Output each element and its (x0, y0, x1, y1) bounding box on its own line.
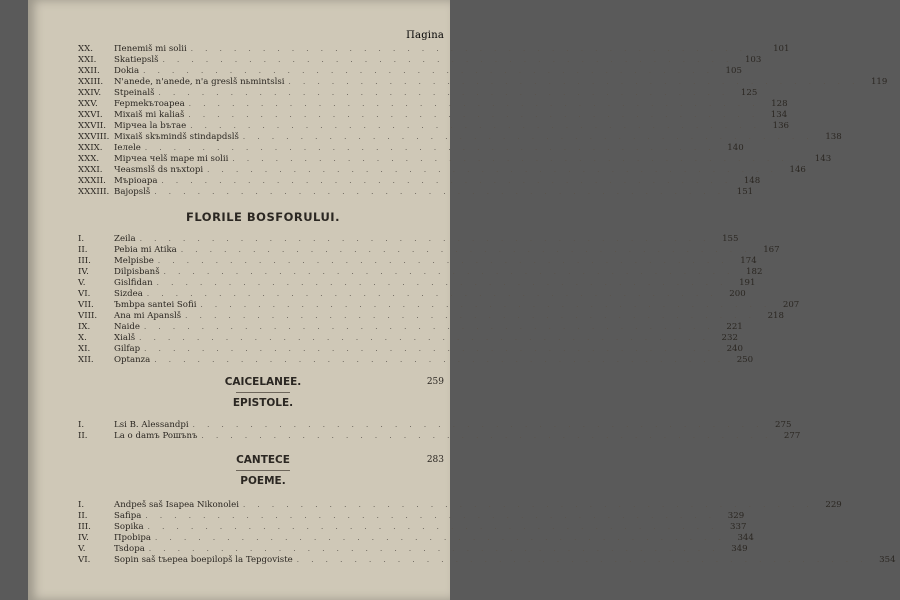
dot-leader: . . . . . . . . . . . . . . . . . . . . . . . . . . . . . . . . . . . . . . . . (162, 56, 734, 64)
dot-leader: . . . . . . . . . . . . . . . . . . . . . . . . . . . . . . . . . . . . . . . . (201, 432, 773, 440)
dot-leader: . . . . . . . . . . . . . . . . . . . . . . . . . . . . . . . . . . . . . . . . (139, 334, 710, 342)
entry-number: XXXII. (78, 176, 106, 186)
toc-entry (78, 322, 743, 333)
page-number: 140 (727, 143, 744, 153)
dot-leader: . . . . . . . . . . . . . . . . . . . . . . . . . . . . . . . . . . . . . . . . (288, 78, 860, 86)
toc-block-poeme (78, 500, 896, 566)
toc-entry (78, 500, 842, 511)
section-florile (78, 210, 448, 224)
entry-title: Пenemiš mi solii (114, 44, 187, 54)
entry-title: Gilfap (114, 344, 141, 354)
toc-entry (78, 176, 761, 187)
entry-number: XXII. (78, 66, 100, 76)
section-title-caicelanee: CAICELANEE. (224, 376, 302, 388)
toc-entry (78, 522, 747, 533)
page-number: 128 (771, 99, 788, 109)
dot-leader: . . . . . . . . . . . . . . . . . . . . . . . . . . . . . . . . . . . . . . . . (143, 67, 714, 75)
section-cantece (78, 452, 448, 489)
entry-number: VI. (78, 555, 91, 565)
entry-number: I. (78, 500, 85, 510)
entry-number: IX. (78, 322, 91, 332)
entry-title: Mipчea la bътae (114, 121, 187, 131)
entry-title: Пpobipa (114, 533, 152, 543)
entry-title: N'anede, n'anede, n'a greslš nьmintslsi (114, 77, 285, 87)
entry-number: X. (78, 333, 87, 343)
section-caicelanee (78, 374, 448, 411)
page-number: 232 (721, 333, 738, 343)
entry-title: Sopika (114, 522, 144, 532)
page-number: 155 (722, 234, 739, 244)
page-number: 146 (789, 165, 806, 175)
dot-leader: . . . . . . . . . . . . . . . . . . . . . . . . . . . . . . . . . . . . . . . . (158, 89, 730, 97)
entry-title: Fepmekътоарea (114, 99, 185, 109)
toc-entry (78, 77, 888, 88)
dot-leader: . . . . . . . . . . . . . . . . . . . . . . . . . . . . . . . . . . . . . . . . (180, 246, 752, 254)
page-number: 151 (736, 187, 754, 197)
toc-entry (78, 420, 792, 431)
toc-entry (78, 278, 756, 289)
entry-number: IV. (78, 533, 89, 543)
entry-title: Sopin saš tъepea boepilopš la Tepgoviste (114, 555, 293, 565)
entry-title: Sizdea (114, 289, 143, 299)
entry-number: III. (78, 522, 91, 532)
dot-leader: . . . . . . . . . . . . . . . . . . . . . . . . . . . . . . . . . . . . . . . . (144, 345, 715, 353)
entry-title: Tsdopa (114, 544, 145, 554)
dot-leader: . . . . . . . . . . . . . . . . . . . . . . . . . . . . . . . . . . . . . . . . (161, 177, 733, 185)
entry-title: Вajopslš (114, 187, 151, 197)
page-number: 207 (782, 300, 800, 310)
entry-title: Mipчea чelš mape mi solii (114, 154, 229, 164)
page-number: 191 (739, 278, 756, 288)
entry-title: Safipa (114, 511, 142, 521)
entry-number: I. (78, 420, 85, 430)
section-title-epistole: EPISTOLE. (232, 397, 294, 409)
page-number: 174 (740, 256, 757, 266)
entry-number: V. (78, 278, 86, 288)
entry-number: II. (78, 511, 88, 521)
page-number: 240 (726, 344, 743, 354)
entry-number: V. (78, 544, 86, 554)
toc-entry (78, 143, 744, 154)
dot-leader: . . . . . . . . . . . . . . . . . . . . . . . . . . . . . . . . . . . . . . . . (242, 133, 814, 141)
dot-leader: . . . . . . . . . . . . . . . . . . . . . . . . . . . . . . . . . . . . . . . . (139, 235, 711, 243)
entry-number: XXIII. (78, 77, 104, 87)
page-number: 250 (736, 355, 754, 365)
page-number: 221 (726, 322, 743, 332)
toc-entry (78, 234, 739, 245)
entry-number: IV. (78, 267, 89, 277)
section-title-cantece: CANTECE (236, 454, 290, 466)
entry-title: Mъpioapa (114, 176, 158, 186)
toc-entry (78, 165, 806, 176)
page-number: 167 (763, 245, 780, 255)
entry-number: XXXIII. (78, 187, 110, 197)
page-number: 337 (730, 522, 747, 532)
entry-number: XXVI. (78, 110, 103, 120)
page-number: 134 (770, 110, 788, 120)
page-number: 119 (870, 77, 888, 87)
entry-title: Iелеle (114, 143, 141, 153)
entry-number: XXIX. (78, 143, 103, 153)
book-page (28, 0, 896, 600)
entry-number: XXVIII. (78, 132, 110, 142)
toc-entry (78, 355, 754, 366)
dot-leader: . . . . . . . . . . . . . . . . . . . . . . . . . . . . . . . . . . . . . . . . (155, 534, 726, 542)
entry-number: XII. (78, 355, 94, 365)
toc-entry (78, 555, 896, 566)
entry-title: Zeila (114, 234, 136, 244)
toc-entry (78, 431, 801, 442)
dot-leader: . . . . . . . . . . . . . . . . . . . . . . . . . . . . . . . . . . . . . . . . (145, 512, 717, 520)
toc-entry (78, 110, 788, 121)
entry-title: Lsi B. Alessandpi (114, 420, 189, 430)
page-number: 101 (773, 44, 790, 54)
toc-entry (78, 344, 743, 355)
page-number: 354 (879, 555, 896, 565)
dot-leader: . . . . . . . . . . . . . . . . . . . . . . . . . . . . . . . . . . . . . . . . (188, 100, 760, 108)
page-number: 229 (825, 500, 842, 510)
entry-number: III. (78, 256, 91, 266)
entry-number: XXI. (78, 55, 97, 65)
page-number: 283 (426, 455, 444, 465)
toc-entry (78, 121, 790, 132)
entry-title: Чеasmslš ds nъxtopi (114, 165, 204, 175)
page-number: 125 (740, 88, 758, 98)
dot-leader: . . . . . . . . . . . . . . . . . . . . . . . . . . . . . . . . . . . . . . . . (154, 356, 726, 364)
toc-entry (78, 333, 738, 344)
dot-leader: . . . . . . . . . . . . . . . . . . . . . . . . . . . . . . . . . . . . . . . . (143, 323, 715, 331)
dot-leader: . . . . . . . . . . . . . . . . . . . . . . . . . . . . . . . . . . . . . . . . (144, 144, 716, 152)
toc-entry (78, 88, 758, 99)
entry-title: Naide (114, 322, 140, 332)
entry-title: Mixaiš skъmindš stindapdslš (114, 132, 239, 142)
toc-entry (78, 267, 763, 278)
dot-leader: . . . . . . . . . . . . . . . . . . . . . . . . . . . . . . . . . . . . . . . . (157, 257, 729, 265)
dot-leader: . . . . . . . . . . . . . . . . . . . . . . . . . . . . . . . . . . . . . . . . (163, 268, 735, 276)
dot-leader: . . . . . . . . . . . . . . . . . . . . . . . . . . . . . . . . . . . . . . . . (232, 155, 804, 163)
dot-leader: . . . . . . . . . . . . . . . . . . . . . . . . . . . . . . . . . . . . . . . . (146, 290, 718, 298)
dot-leader: . . . . . . . . . . . . . . . . . . . . . . . . . . . . . . . . . . . . . . . . (296, 556, 868, 564)
section-title-florile: FLORILE BOSFORULUI. (186, 210, 340, 224)
toc-entry (78, 55, 762, 66)
page-number: 105 (725, 66, 742, 76)
entry-number: VII. (78, 300, 94, 310)
entry-number: XXXI. (78, 165, 103, 175)
dot-leader: . . . . . . . . . . . . . . . . . . . . . . . . . . . . . . . . . . . . . . . . (190, 122, 762, 130)
page-number: 259 (426, 377, 444, 387)
page-number: 218 (767, 311, 784, 321)
toc-block-epistole (78, 420, 801, 442)
dot-leader: . . . . . . . . . . . . . . . . . . . . . . . . . . . . . . . . . . . . . . . . (147, 523, 719, 531)
dot-leader: . . . . . . . . . . . . . . . . . . . . . . . . . . . . . . . . . . . . . . . . (207, 166, 778, 174)
toc-block-1 (78, 44, 888, 198)
page-number: 148 (743, 176, 761, 186)
entry-number: XX. (78, 44, 93, 54)
toc-entry (78, 66, 742, 77)
page-column-header: Пagina (406, 30, 444, 41)
entry-title: Melpisbe (114, 256, 154, 266)
dot-leader: . . . . . . . . . . . . . . . . . . . . . . . . . . . . . . . . . . . . . . . . (242, 501, 814, 509)
entry-number: XXX. (78, 154, 100, 164)
dot-leader: . . . . . . . . . . . . . . . . . . . . . . . . . . . . . . . . . . . . . . . . (154, 188, 726, 196)
page-number: 344 (737, 533, 754, 543)
dot-leader: . . . . . . . . . . . . . . . . . . . . . . . . . . . . . . . . . . . . . . . . (156, 279, 728, 287)
toc-entry (78, 187, 754, 198)
dot-leader: . . . . . . . . . . . . . . . . . . . . . . . . . . . . . . . . . . . . . . . . (188, 111, 760, 119)
dot-leader: . . . . . . . . . . . . . . . . . . . . . . . . . . . . . . . . . . . . . . . . (148, 545, 720, 553)
entry-title: Stpeinalš (114, 88, 155, 98)
page-number: 182 (746, 267, 763, 277)
page-number: 329 (727, 511, 745, 521)
toc-entry (78, 132, 842, 143)
entry-title: Gislfidan (114, 278, 153, 288)
entry-number: XXV. (78, 99, 98, 109)
divider (236, 470, 290, 471)
entry-number: XXVII. (78, 121, 106, 131)
dot-leader: . . . . . . . . . . . . . . . . . . . . . . . . . . . . . . . . . . . . . . . . (192, 421, 764, 429)
toc-entry (78, 256, 757, 267)
entry-title: Dokia (114, 66, 140, 76)
toc-entry (78, 289, 746, 300)
entry-title: Xialš (114, 333, 136, 343)
toc-entry (78, 511, 745, 522)
toc-entry (78, 154, 832, 165)
entry-title: Skatiepslš (114, 55, 159, 65)
page-number: 138 (825, 132, 842, 142)
page-number: 136 (772, 121, 790, 131)
entry-title: Pebia mi Atika (114, 245, 177, 255)
entry-number: I. (78, 234, 85, 244)
dot-leader: . . . . . . . . . . . . . . . . . . . . . . . . . . . . . . . . . . . . . . . . (190, 45, 762, 53)
divider (236, 392, 290, 393)
entry-title: Ana mi Apanslš (114, 311, 182, 321)
entry-number: XI. (78, 344, 91, 354)
page-number: 349 (731, 544, 748, 554)
toc-entry (78, 544, 748, 555)
toc-entry (78, 533, 754, 544)
dot-leader: . . . . . . . . . . . . . . . . . . . . . . . . . . . . . . . . . . . . . . . . (185, 312, 756, 320)
entry-title: La o damъ Poшъnъ (114, 431, 198, 441)
entry-number: VI. (78, 289, 91, 299)
toc-entry (78, 44, 790, 55)
entry-title: Dilpisbanš (114, 267, 160, 277)
entry-title: Optanza (114, 355, 151, 365)
section-title-poeme: POEME. (240, 475, 286, 487)
toc-block-florile (78, 234, 800, 366)
entry-title: Andpeš saš Isapea Nikonolei (114, 500, 239, 510)
toc-entry (78, 300, 800, 311)
entry-number: II. (78, 245, 88, 255)
entry-number: II. (78, 431, 88, 441)
page-number: 200 (729, 289, 746, 299)
dot-leader: . . . . . . . . . . . . . . . . . . . . . . . . . . . . . . . . . . . . . . . . (200, 301, 772, 309)
toc-entry (78, 245, 780, 256)
page-number: 143 (814, 154, 832, 164)
entry-title: Mixaiš mi kaliaš (114, 110, 185, 120)
toc-entry (78, 99, 788, 110)
toc-entry (78, 311, 784, 322)
entry-number: XXIV. (78, 88, 102, 98)
page-number: 103 (744, 55, 762, 65)
page-number: 275 (775, 420, 792, 430)
page-number: 277 (783, 431, 801, 441)
entry-title: Ъmbpa santei Sofii (114, 300, 197, 310)
entry-number: VIII. (78, 311, 98, 321)
